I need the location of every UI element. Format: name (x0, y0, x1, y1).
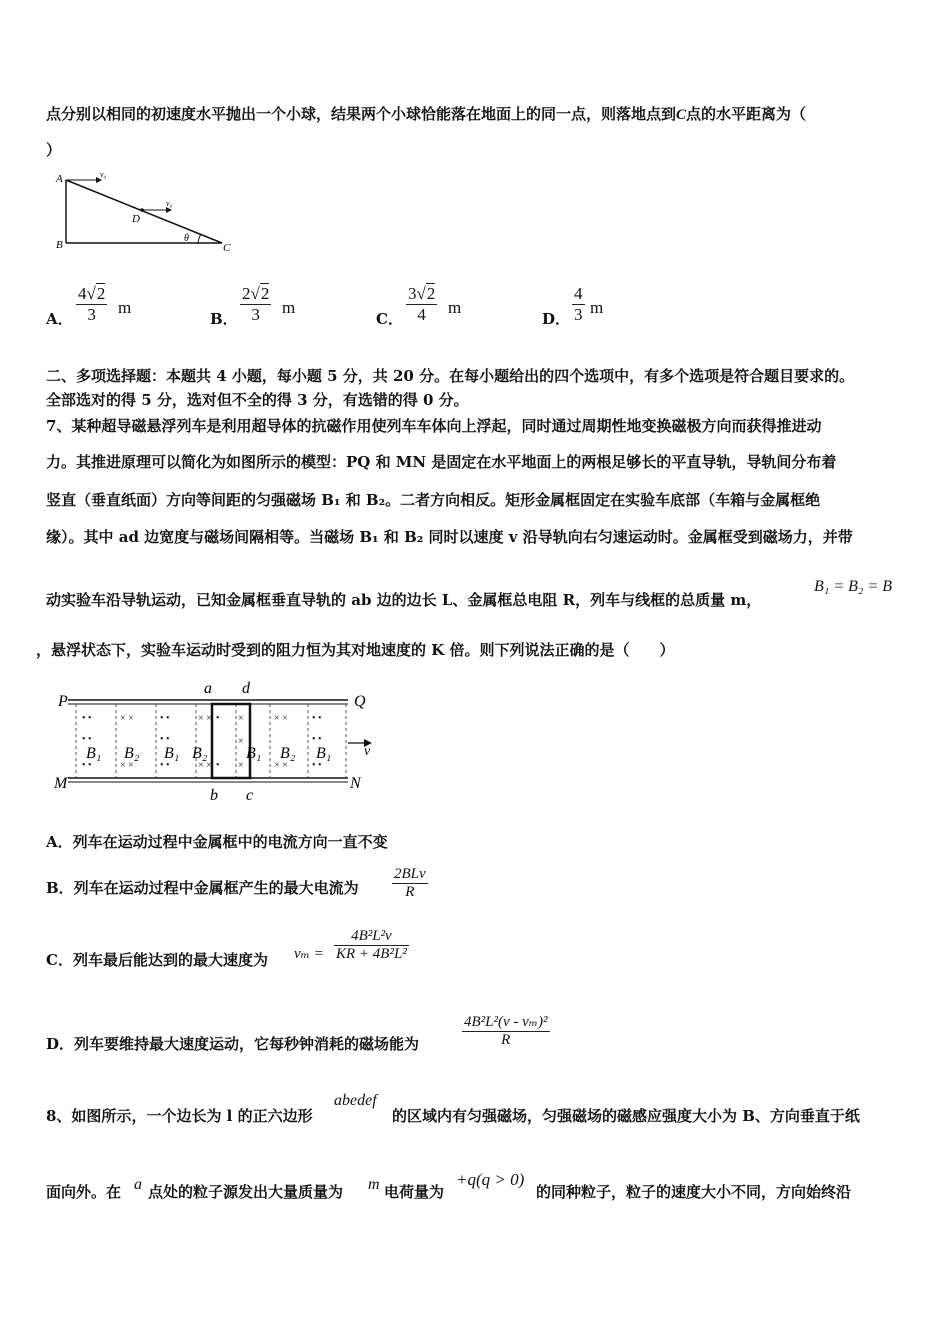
q7-line6: ，悬浮状态下，实验车运动时受到的阻力恒为其对地速度的 K 倍。则下列说法正确的是（ ） (36, 641, 675, 659)
label-b2-third: B₂ (280, 745, 296, 762)
svg-text:• •: • • (82, 734, 92, 745)
svg-text:• •: • • (312, 713, 322, 724)
label-P: P (58, 693, 68, 710)
label-b2-first: B₂ (124, 745, 140, 762)
svg-text:×: × (238, 713, 244, 724)
q7-figure (48, 676, 378, 802)
label-b1-first: B₁ (86, 745, 102, 762)
label-A: A (56, 173, 63, 185)
label-v0-1: v₀ (100, 170, 107, 179)
label-b: b (210, 787, 218, 802)
hexagon-label: abedef (334, 1092, 377, 1109)
label-b1-third: B₁ (246, 745, 262, 762)
label-B: B (56, 239, 63, 251)
label-M: M (54, 775, 68, 792)
q6-figure (48, 168, 238, 254)
svg-text:• •: • • (160, 760, 170, 771)
label-C: C (223, 242, 231, 254)
q7-line2: 力。其推进原理可以简化为如图所示的模型：PQ 和 MN 是固定在水平地面上的两根足够长的平直导轨，导轨间分布着 (46, 453, 837, 471)
svg-text:•: • (216, 760, 220, 771)
q6-line1: 点分别以相同的初速度水平抛出一个小球，结果两个小球恰能落在地面上的同一点，则落地点到C点的水平距离为（ (46, 105, 807, 123)
label-d: d (242, 680, 250, 697)
svg-text:× ×: × × (120, 713, 134, 724)
q7-option-d[interactable]: D．列车要维持最大速度运动，它每秒钟消耗的磁场能为 $\frac{\text{4B²L²(v - vₘ)²}}{R}$ (46, 1014, 548, 1053)
label-b1-second: B₁ (164, 745, 180, 762)
svg-text:× ×: × × (198, 713, 212, 724)
q8-line2: 面向外。在 a 点处的粒子源发出大量质量为 m 电荷量为 +q(q > 0) 的同种粒子，粒子的速度大小不同，方向始终沿 (46, 1170, 852, 1201)
svg-text:× ×: × × (274, 713, 288, 724)
q6-options: A． $\frac{4√2}{3}$ m B． $\frac{2√2}{3}$ m C． $\frac{3√2}{4}$ m D． $\frac{4}{3}$ m (46, 284, 604, 328)
q7-option-a[interactable]: A．列车在运动过程中金属框中的电流方向一直不变 (46, 833, 388, 851)
q8-line1: 8、如图所示，一个边长为 l 的正六边形 abedef 的区域内有匀强磁场，匀强磁场的磁感应强度大小为 B、方向垂直于纸 (46, 1092, 860, 1125)
label-D: D (132, 213, 140, 225)
label-b1-fourth: B₁ (316, 745, 332, 762)
q7-option-b[interactable]: B．列车在运动过程中金属框产生的最大电流为 2BLv R (46, 866, 426, 900)
svg-text:×: × (238, 760, 244, 771)
svg-text:• •: • • (82, 713, 92, 724)
label-v: v (364, 744, 371, 759)
slope-line (66, 180, 222, 243)
label-theta: θ (184, 233, 189, 244)
svg-text:• •: • • (160, 734, 170, 745)
svg-text:× ×: × × (198, 760, 212, 771)
label-a: a (204, 680, 212, 697)
label-Q: Q (354, 693, 366, 710)
svg-text:× ×: × × (274, 760, 288, 771)
q7-b-equality: B₁ = B₂ = B (814, 578, 893, 595)
q7-option-c[interactable]: C．列车最后能达到的最大速度为 vₘ = $\frac{\text{4B²L²v}}{\text{KR + 4B²L²}}$ (46, 928, 407, 969)
svg-text:• •: • • (82, 760, 92, 771)
section2-line1: 二、多项选择题：本题共 4 小题，每小题 5 分，共 20 分。在每小题给出的四个选项中，有多个选项是符合题目要求的。 (46, 367, 855, 385)
q7-line4: 缘）。其中 ad 边宽度与磁场间隔相等。当磁场 B₁ 和 B₂ 同时以速度 v 沿导轨向右匀速运动时。金属框受到磁场力，并带 (46, 528, 853, 546)
svg-text:× ×: × × (120, 760, 134, 771)
label-N: N (350, 775, 361, 792)
svg-text:• •: • • (312, 760, 322, 771)
section2-line2: 全部选对的得 5 分，选对但不全的得 3 分，有选错的得 0 分。 (46, 391, 469, 409)
q7-line1: 7、某种超导磁悬浮列车是利用超导体的抗磁作用使列车车体向上浮起，同时通过周期性地变换磁极方向而获得推进动 (46, 417, 822, 435)
label-v0-2: v₀ (166, 199, 173, 208)
label-b2-second: B₂ (192, 745, 208, 762)
label-c: c (246, 787, 254, 802)
svg-text:•: • (216, 713, 220, 724)
svg-text:• •: • • (312, 734, 322, 745)
q7-line3: 竖直（垂直纸面）方向等间距的匀强磁场 B₁ 和 B₂。二者方向相反。矩形金属框固定在实验车底部（车箱与金属框绝 (46, 491, 821, 509)
svg-text:×: × (238, 736, 244, 747)
svg-text:• •: • • (160, 713, 170, 724)
q6-line2: ） (46, 141, 62, 159)
q7-line5: 动实验车沿导轨运动，已知金属框垂直导轨的 ab 边的边长 L、金属框总电阻 R，列车与线框的总质量 m， (46, 591, 762, 609)
